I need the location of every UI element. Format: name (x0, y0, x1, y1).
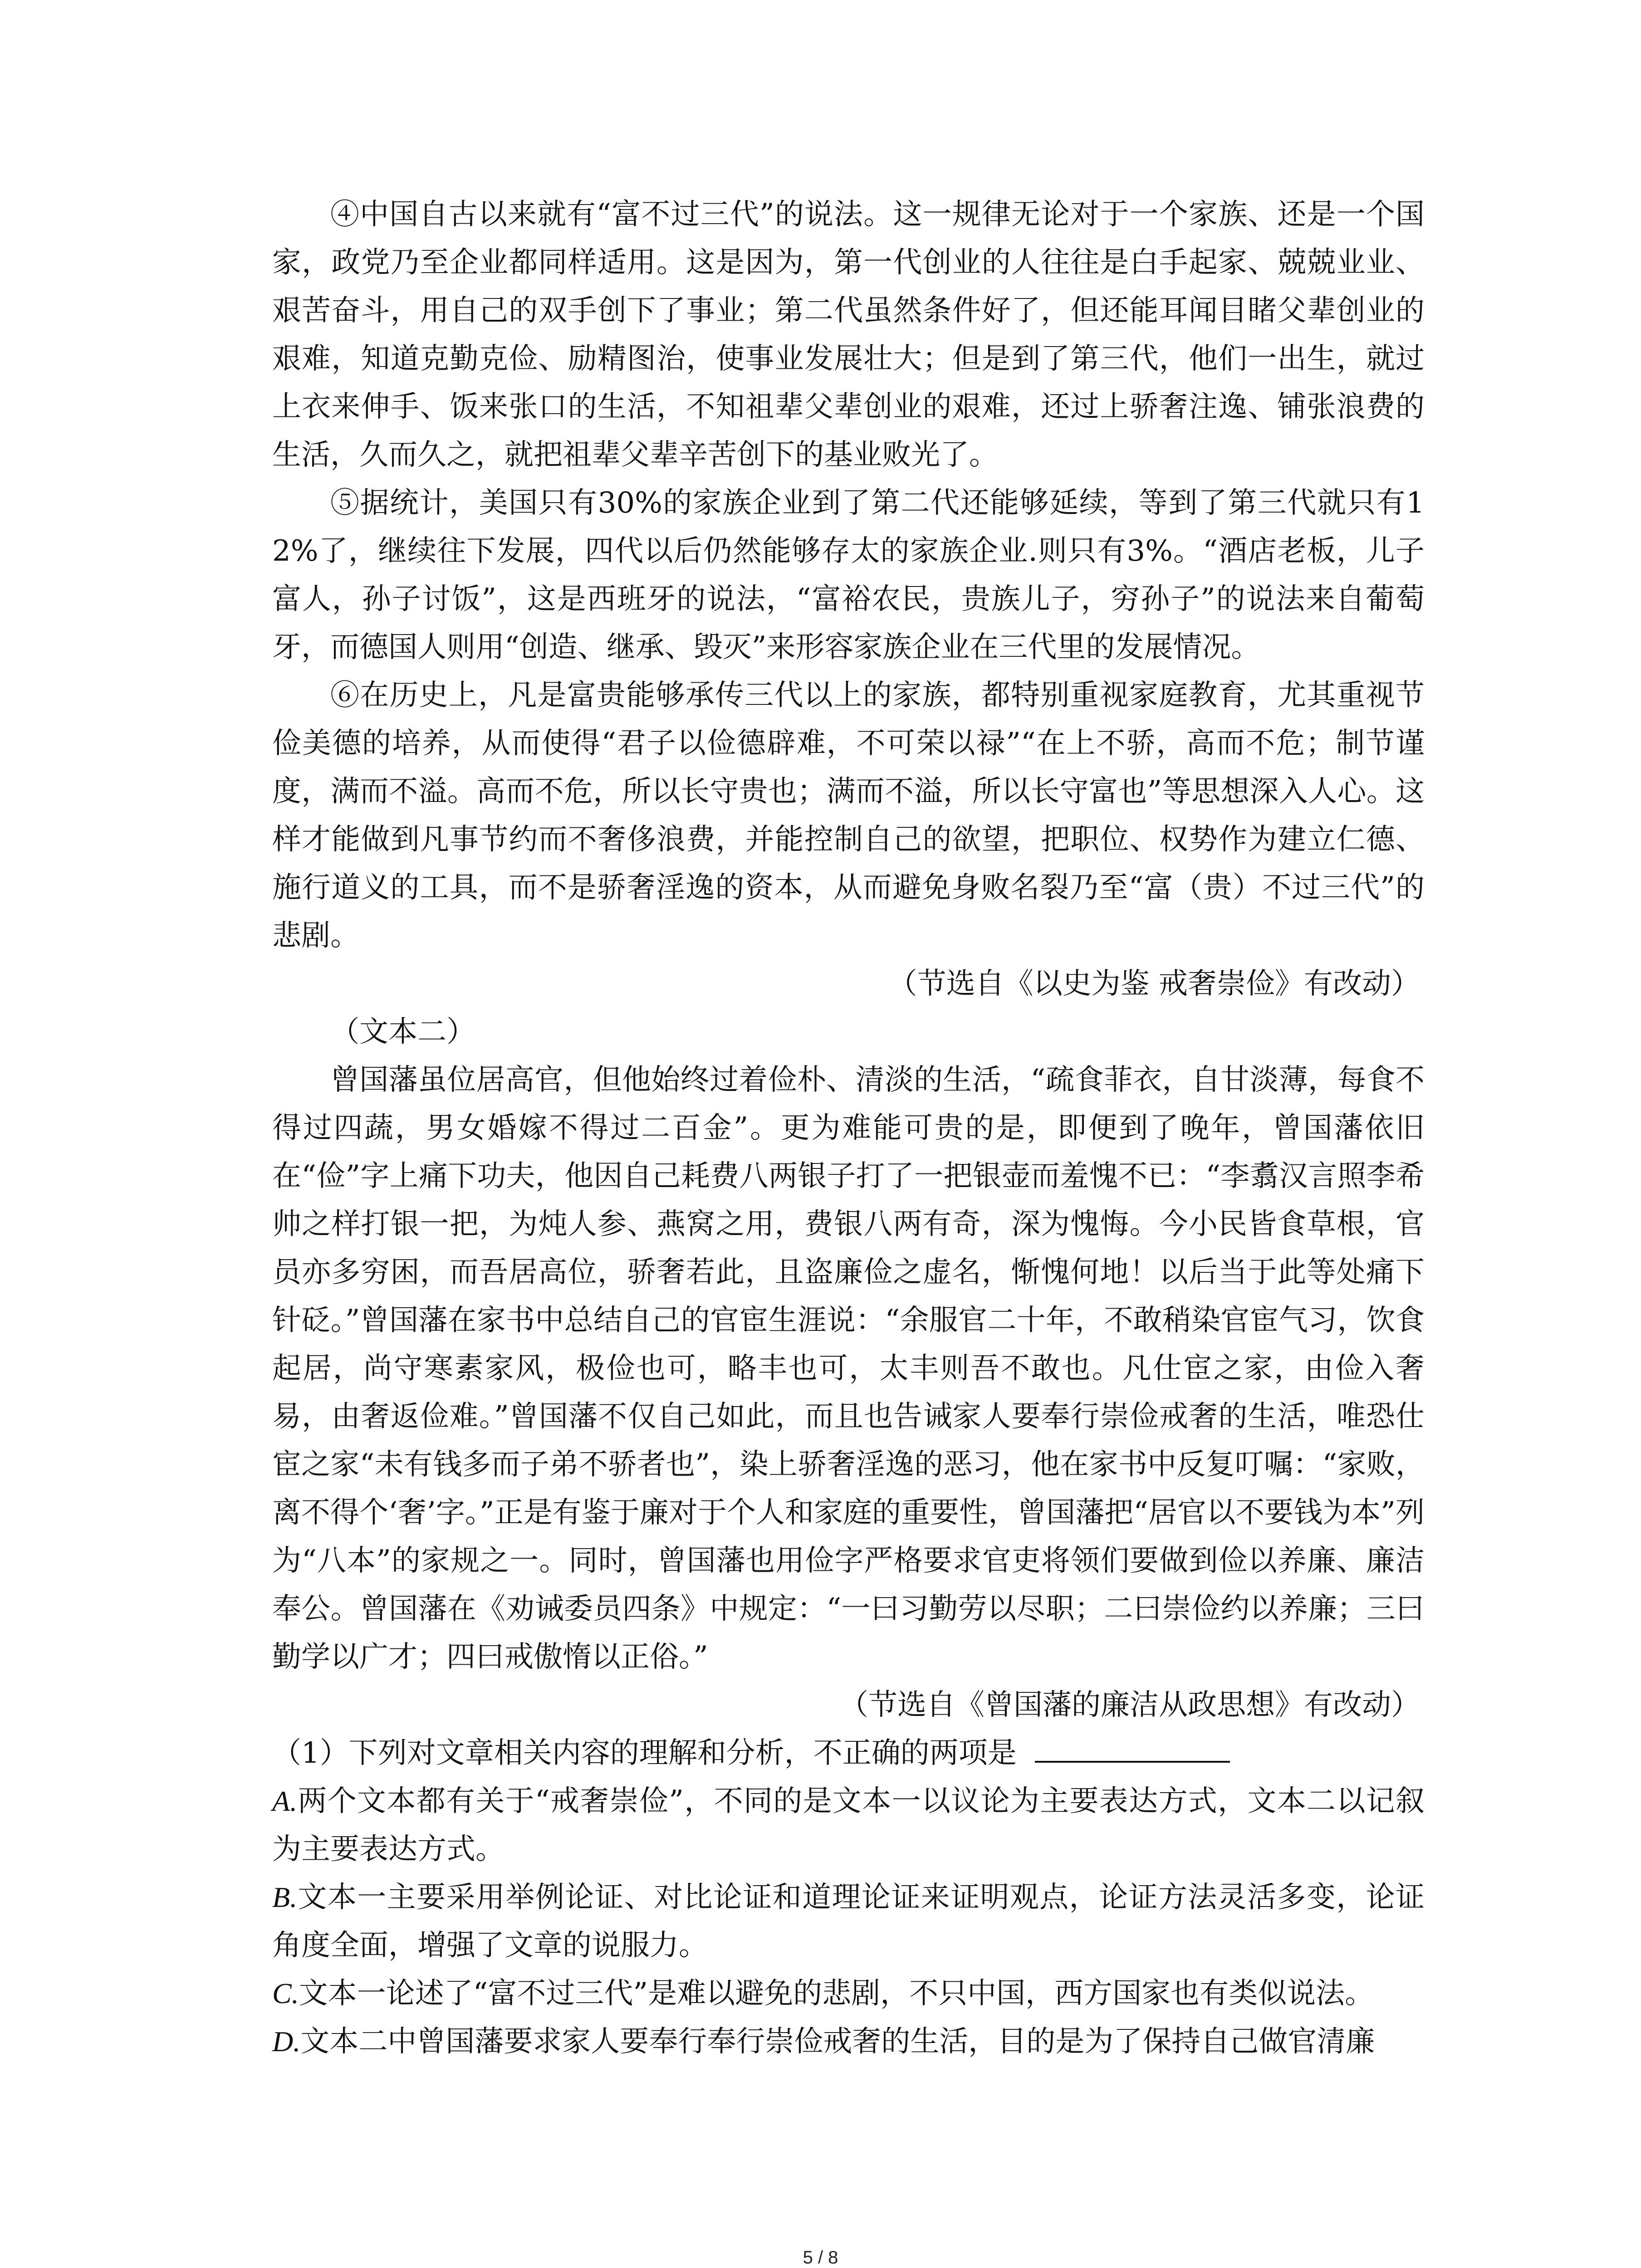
paragraph-4: ④中国自古以来就有“富不过三代”的说法。这一规律无论对于一个家族、还是一个国家，政党乃至企业都同样适用。这是因为，第一代创业的人往往是白手起家、兢兢业业、艰苦奋斗，用自己的双手创下了事业；第二代虽然条件好了，但还能耳闻目睹父辈创业的艰难，知道克勤克俭、励精图治，使事业发展壮大；但是到了第三代，他们一出生，就过上衣来伸手、饭来张口的生活，不知祖辈父辈创业的艰难，还过上骄奢注逸、铺张浪费的生活，久而久之，就把祖辈父辈辛苦创下的基业败光了。 (272, 198, 1425, 472)
option-c-letter: C. (272, 1977, 299, 2009)
option-b-text: 文本一主要采用举例论证、对比论证和道理论证来证明观点，论证方法灵活多变，论证角度全面，增强了文章的说服力。 (272, 1881, 1425, 1962)
page-content (272, 191, 1425, 2066)
paragraph-6: ⑥在历史上，凡是富贵能够承传三代以上的家族，都特别重视家庭教育，尤其重视节俭美德的培养，从而使得“君子以俭德辟难，不可荣以禄”“在上不骄，高而不危；制节谨度，满而不溢。高而不危，所以长守贵也；满而不溢，所以长守富也”等思想深入人心。这样才能做到凡事节约而不奢侈浪费，并能控制自己的欲望，把职位、权势作为建立仁德、施行道义的工具，而不是骄奢淫逸的资本，从而避免身败名裂乃至“富（贵）不过三代”的悲剧。 (272, 679, 1425, 953)
option-a (272, 1777, 1425, 1873)
option-b (272, 1873, 1425, 1970)
option-a-text: 两个文本都有关于“戒奢崇俭”，不同的是文本一以议论为主要表达方式，文本二以记叙为主要表达方式。 (272, 1784, 1425, 1866)
answer-blank[interactable] (1035, 1729, 1230, 1763)
option-b-letter: B. (272, 1881, 298, 1913)
option-c-text: 文本一论述了“富不过三代”是难以避免的悲剧，不只中国，西方国家也有类似说法。 (299, 1977, 1374, 2010)
option-d-text: 文本二中曾国藩要求家人要奉行奉行崇俭戒奢的生活，目的是为了保持自己做官清廉 (300, 2025, 1375, 2058)
option-d (272, 2018, 1425, 2066)
option-c (272, 1970, 1425, 2018)
source-citation-text1: （节选自《以史为鉴 戒奢崇俭》有改动） (888, 967, 1420, 1001)
question-1-stem: （1）下列对文章相关内容的理解和分析，不正确的两项是 (272, 1736, 1017, 1770)
option-a-letter: A. (272, 1785, 298, 1817)
text2-paragraph: 曾国藩虽位居高官，但他始终过着俭朴、清淡的生活，“疏食菲衣，自甘淡薄，每食不得过四蔬，男女婚嫁不得过二百金”。更为难能可贵的是，即便到了晚年，曾国藩依旧在“俭”字上痛下功夫，他因自己耗费八两银子打了一把银壶而羞愧不已：“李翥汉言照李希帅之样打银一把，为炖人参、燕窝之用，费银八两有奇，深为愧悔。今小民皆食草根，官员亦多穷困，而吾居高位，骄奢若此，且盗廉俭之虚名，惭愧何地！以后当于此等处痛下针砭。”曾国藩在家书中总结自己的官宦生涯说：“余服官二十年，不敢稍染官宦气习，饮食起居，尚守寒素家风，极俭也可，略丰也可，太丰则吾不敢也。凡仕宦之家，由俭入奢易，由奢返俭难。”曾国藩不仅自己如此，而且也告诫家人要奉行崇俭戒奢的生活，唯恐仕宦之家“未有钱多而子弟不骄者也”，染上骄奢淫逸的恶习，他在家书中反复叮嘱：“家败，离不得个‘奢’字。”正是有鉴于廉对于个人和家庭的重要性，曾国藩把“居官以不要钱为本”列为“八本”的家规之一。同时，曾国藩也用俭字严格要求官吏将领们要做到俭以养廉、廉洁奉公。曾国藩在《劝诫委员四条》中规定：“一曰习勤劳以尽职；二曰崇俭约以养廉；三曰勤学以广才；四曰戒傲惰以正俗。” (272, 1063, 1425, 1674)
question-1-stem-row (272, 1729, 1425, 1777)
source-citation-text2: （节选自《曾国藩的廉洁从政思想》有改动） (839, 1688, 1420, 1722)
page-number: 5 / 8 (803, 2248, 838, 2268)
option-d-letter: D. (272, 2025, 301, 2058)
text2-heading: （文本二） (330, 1015, 475, 1049)
paragraph-5: ⑤据统计，美国只有30%的家族企业到了第二代还能够延续，等到了第三代就只有12%了，继续往下发展，四代以后仍然能够存太的家族企业.则只有3%。“酒店老板，儿子富人，孙子讨饭”，这是西班牙的说法，“富裕农民，贵族儿子，穷孙子”的说法来自葡萄牙，而德国人则用“创造、继承、毁灭”来形容家族企业在三代里的发展情况。 (272, 486, 1425, 664)
